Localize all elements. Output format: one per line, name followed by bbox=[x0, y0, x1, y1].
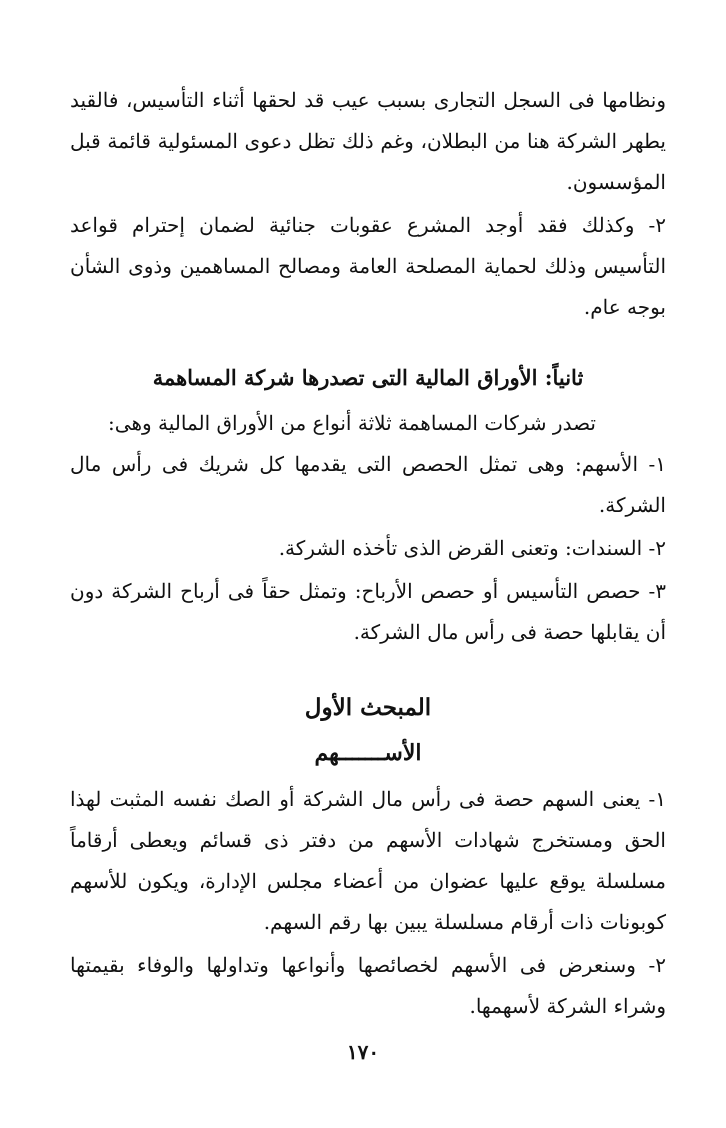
list-item-shares: ١- الأسهم: وهى تمثل الحصص التى يقدمها كل شريك فى رأس مال الشركة. bbox=[70, 452, 666, 517]
paragraph-criminal-penalties: ٢- وكذلك فقد أوجد المشرع عقوبات جنائية لضمان إحترام قواعد التأسيس وذلك لحماية المصلحة العامة ومصالح المساهمين وذوى الشأن بوجه عام. bbox=[70, 213, 667, 319]
page-number: ١٧٠ bbox=[346, 1040, 380, 1064]
paragraph-founders-liability: ونظامها فى السجل التجارى بسبب عيب قد لحقها أثناء التأسيس، فالقيد يطهر الشركة هنا من البطلان، وغم ذلك تظل دعوى المسئولية قائمة قبل المؤسسون. bbox=[70, 88, 666, 194]
list-item-bonds: ٢- السندات: وتعنى القرض الذى تأخذه الشركة. bbox=[278, 536, 666, 560]
list-item-founder-shares: ٣- حصص التأسيس أو حصص الأرباح: وتمثل حقاً فى أرباح الشركة دون أن يقابلها حصة فى رأس مال الشركة. bbox=[70, 579, 666, 644]
paragraph-share-topics: ٢- وسنعرض فى الأسهم لخصائصها وأنواعها وتداولها والوفاء بقيمتها وشراء الشركة لأسهمها. bbox=[70, 953, 666, 1018]
paragraph-share-definition: ١- يعنى السهم حصة فى رأس مال الشركة أو الصك نفسه المثبت لهذا الحق ومستخرج شهادات الأسهم من دفتر ذى قسائم ويعطى أرقاماً مسلسلة يوقع عليها عضوان من أعضاء مجلس الإدارة، ويكون للأسهم كوبونات ذات أرقام مسلسلة يبين بها رقم السهم. bbox=[70, 787, 666, 934]
section-intro: تصدر شركات المساهمة ثلاثة أنواع من الأوراق المالية وهى: bbox=[108, 411, 596, 435]
chapter-title: المبحث الأول bbox=[304, 694, 432, 721]
section-heading-securities: ثانياً: الأوراق المالية التى تصدرها شركة المساهمة bbox=[152, 365, 584, 390]
book-page bbox=[70, 80, 666, 1088]
chapter-subtitle: الأســـــــهم bbox=[314, 740, 422, 766]
